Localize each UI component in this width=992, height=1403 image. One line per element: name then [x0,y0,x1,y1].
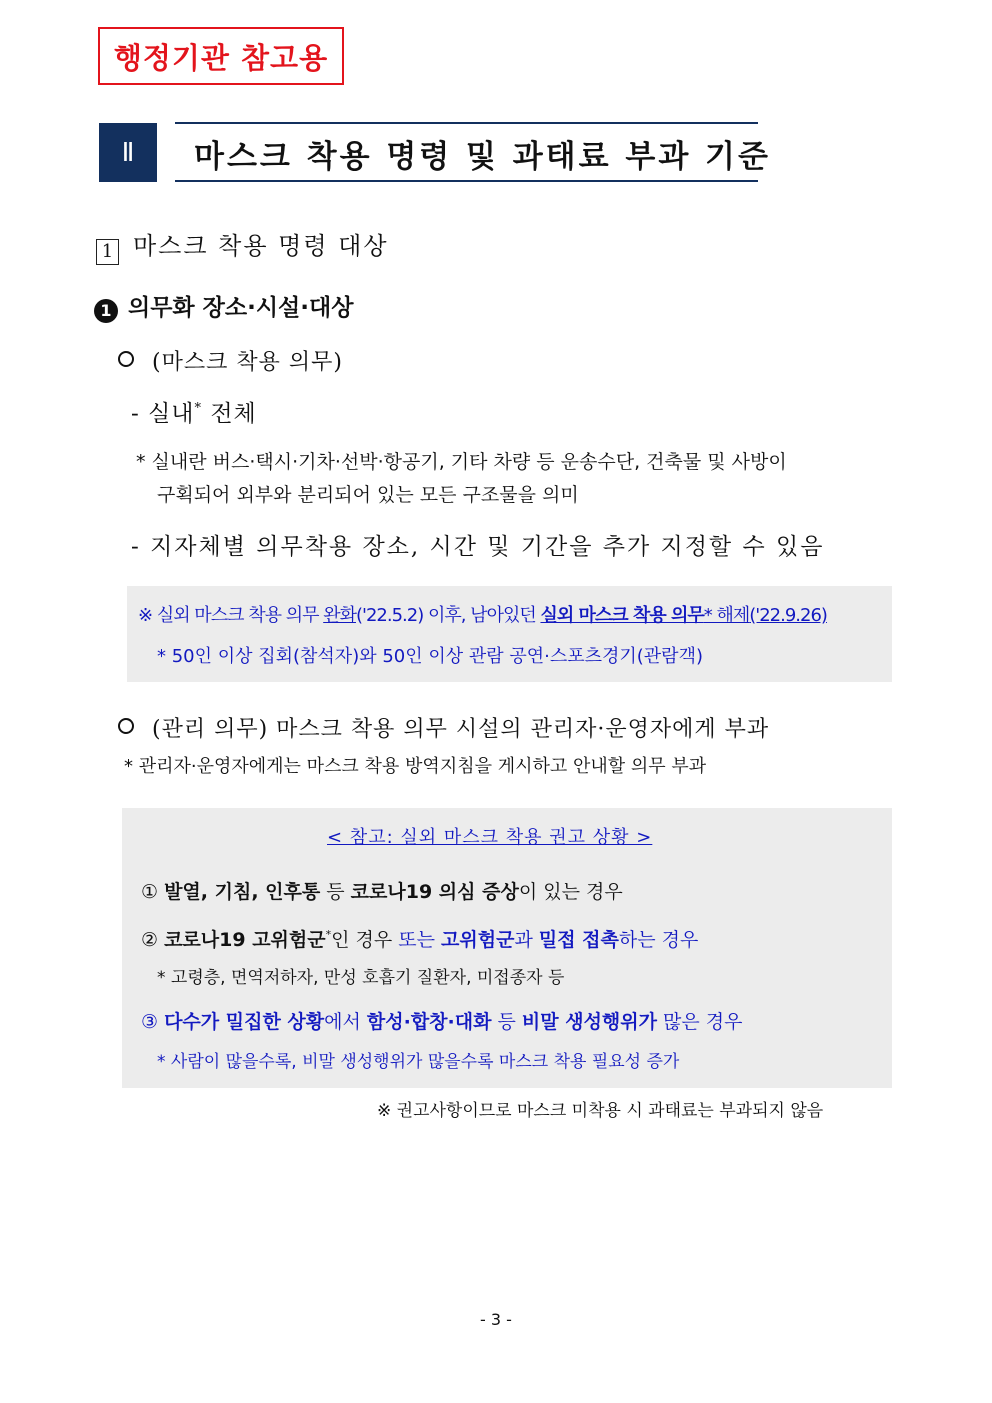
reference-item-1 [141,877,623,904]
item-text: 코로나19 의심 증상 [350,881,519,903]
reference-item-3 [141,1007,742,1034]
circle-bullet-icon [118,351,134,367]
subheading-title: 의무화 장소·시설·대상 [128,295,354,321]
page-footnote: ※ 권고사항이므로 마스크 미착용 시 과태료는 부과되지 않음 [377,1101,824,1121]
numbered-circle-icon: 1 [94,299,118,323]
item-text: 인 경우 [331,929,399,951]
item-text: 하는 경우 [618,929,699,951]
item-text: 고위험군 [441,929,515,951]
item-text: 이 있는 경우 [518,881,623,903]
subheading [94,289,353,323]
reference-item-2 [141,925,698,952]
notice-date: ('22.5.2) [355,605,424,626]
bullet-text: (마스크 착용 의무) [152,350,343,375]
management-duty-note: * 관리자·운영자에게는 마스크 착용 방역지침을 게시하고 안내할 의무 부과 [124,756,707,777]
item-text: 과 [514,929,539,951]
item-text: 많은 경우 [656,1011,743,1033]
notice-text: 실외 마스크 착용 의무 [156,605,324,626]
subsection-title: 마스크 착용 명령 대상 [133,232,389,260]
notice-date: ('22.9.26) [749,605,827,626]
reference-item-2-note: * 고령층, 면역저하자, 만성 호흡기 질환자, 미접종자 등 [157,968,565,988]
reference-title: < 참고: 실외 마스크 착용 권고 상황 > [327,827,653,848]
subsection-heading [96,226,389,265]
notice-duty: 실외 마스크 착용 의무 [540,605,704,626]
item-number: ② [141,929,165,951]
notice-relaxation: 완화 [323,605,356,626]
dash-item-local-gov: - 지자체별 의무착용 장소, 시간 및 기간을 추가 지정할 수 있음 [131,534,825,560]
bullet-item-mask-duty [118,345,343,376]
reference-item-3-note: * 사람이 많을수록, 비말 생성행위가 많을수록 마스크 착용 필요성 증가 [157,1052,680,1072]
item-text: 밀접 접촉 [538,929,619,951]
footnote-mark: * [194,401,203,416]
outdoor-mask-notice [138,601,827,627]
indoor-definition-note-line2: 구획되어 외부와 분리되어 있는 모든 구조물을 의미 [157,484,579,506]
indoor-definition-note-line1: * 실내란 버스·택시·기차·선박·항공기, 기타 차량 등 운송수단, 건축물 및 사방이 [136,451,787,473]
item-text: 다수가 밀집한 상황 [164,1011,325,1033]
page-number: - 3 - [480,1310,512,1329]
item-number: ③ [141,1011,165,1033]
bullet-text: (관리 의무) 마스크 착용 의무 시설의 관리자·운영자에게 부과 [152,717,770,742]
dash-text: - 실내 [131,401,195,427]
item-text: 또는 [398,929,442,951]
section-number: Ⅱ [99,123,157,182]
item-number: ① [141,881,165,903]
item-text: 에서 [324,1011,367,1033]
section-title: 마스크 착용 명령 및 과태료 부과 기준 [194,139,771,175]
item-text: 등 [491,1011,522,1033]
dash-text-suffix: 전체 [202,401,257,427]
item-text: 코로나19 고위험군 [164,929,326,951]
item-text: 발열, 기침, 인후통 [164,881,321,903]
reference-mark: ※ [138,605,157,626]
item-text: 비말 생성행위가 [521,1011,657,1033]
reference-stamp: 행정기관 참고용 [98,27,344,85]
circle-bullet-icon [118,718,134,734]
item-text: 함성·합창·대화 [366,1011,492,1033]
item-text: 등 [320,881,351,903]
subsection-number-box: 1 [96,239,119,265]
bullet-item-management-duty [118,712,769,743]
notice-text: 이후, 남아있던 [423,605,541,626]
outdoor-mask-notice-footnote: * 50인 이상 집회(참석자)와 50인 이상 관람 공연·스포츠경기(관람객) [157,646,703,667]
notice-lift: * 해제 [703,605,750,626]
dash-item-indoor [131,395,257,428]
footnote-mark: * [325,928,332,941]
